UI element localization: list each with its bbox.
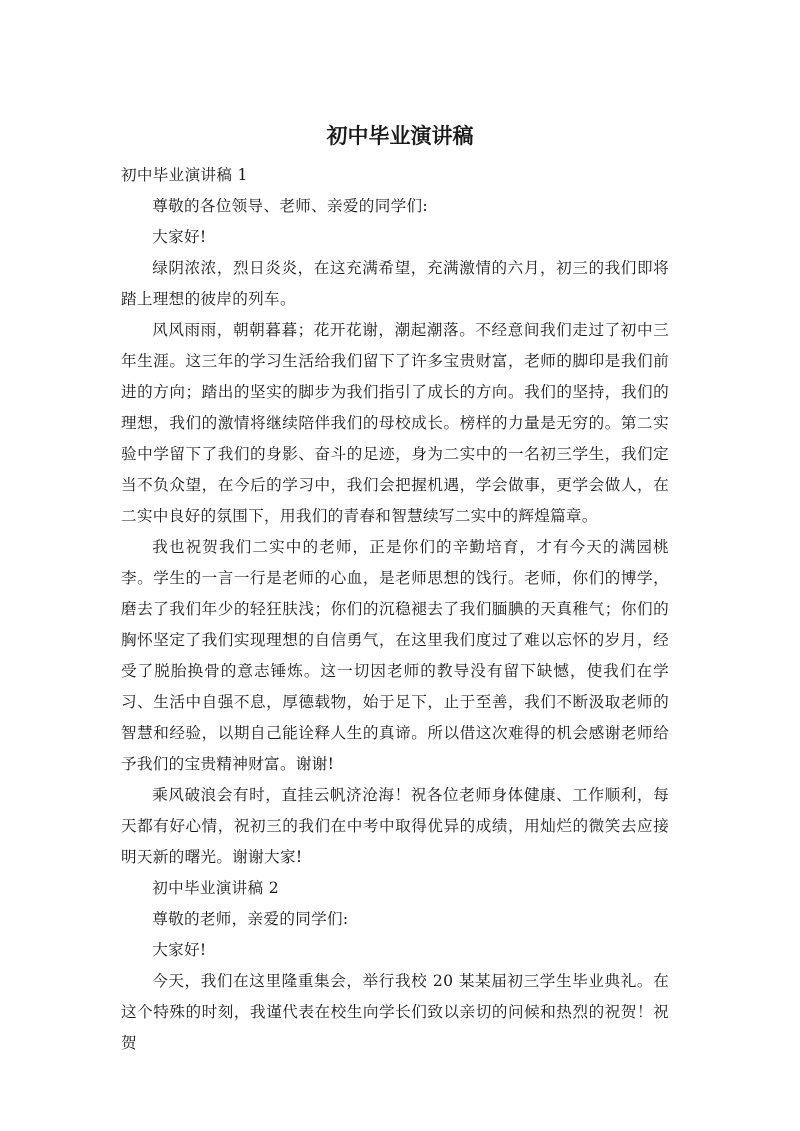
greeting: 大家好! <box>152 941 207 959</box>
paragraph: 绿阴浓浓，烈日炎炎，在这充满希望，充满激情的六月，初三的我们即将踏上理想的彼岸的列车。 <box>121 259 669 308</box>
document-body <box>121 160 669 1059</box>
paragraph: 乘风破浪会有时，直挂云帆济沧海！祝各位老师身体健康、工作顺利，每天都有好心情，祝初三的我们在中考中取得优异的成绩，用灿烂的微笑去应接明天新的曙光。谢谢大家! <box>121 786 669 866</box>
paragraph: 我也祝贺我们二实中的老师，正是你们的辛勤培育，才有今天的满园桃李。学生的一言一行是老师的心血，是老师思想的饯行。老师，你们的博学，磨去了我们年少的轻狂肤浅；你们的沉稳褪去了我们腼腆的天真稚气；你们的胸怀坚定了我们实现理想的自信勇气，在这里我们度过了难以忘怀的岁月，经受了脱胎换骨的意志锤炼。这一切因老师的教导没有留下缺憾，使我们在学习、生活中自强不息，厚德载物，始于足下，止于至善，我们不断汲取老师的智慧和经验，以期自己能诠释人生的真谛。所以借这次难得的机会感谢老师给予我们的宝贵精神财富。谢谢! <box>121 538 669 773</box>
paragraph: 今天，我们在这里隆重集会，举行我校 20 某某届初三学生毕业典礼。在这个特殊的时刻，我谨代表在校生向学长们致以亲切的问候和热烈的祝贺！祝贺 <box>121 972 669 1052</box>
paragraph: 风风雨雨，朝朝暮暮；花开花谢，潮起潮落。不经意间我们走过了初中三年生涯。这三年的学习生活给我们留下了许多宝贵财富，老师的脚印是我们前进的方向；踏出的坚实的脚步为我们指引了成长的方向。我们的坚持，我们的理想，我们的激情将继续陪伴我们的母校成长。榜样的力量是无穷的。第二实验中学留下了我们的身影、奋斗的足迹，身为二实中的一名初三学生，我们定当不负众望，在今后的学习中，我们会把握机遇，学会做事，更学会做人，在二实中良好的氛围下，用我们的青春和智慧续写二实中的辉煌篇章。 <box>121 321 669 525</box>
document-title: 初中毕业演讲稿 <box>326 124 474 148</box>
salutation: 尊敬的各位领导、老师、亲爱的同学们: <box>152 197 428 215</box>
section-heading: 初中毕业演讲稿 1 <box>121 166 248 184</box>
greeting: 大家好! <box>152 228 207 246</box>
section-heading: 初中毕业演讲稿 2 <box>152 879 279 897</box>
salutation: 尊敬的老师，亲爱的同学们: <box>152 910 349 928</box>
